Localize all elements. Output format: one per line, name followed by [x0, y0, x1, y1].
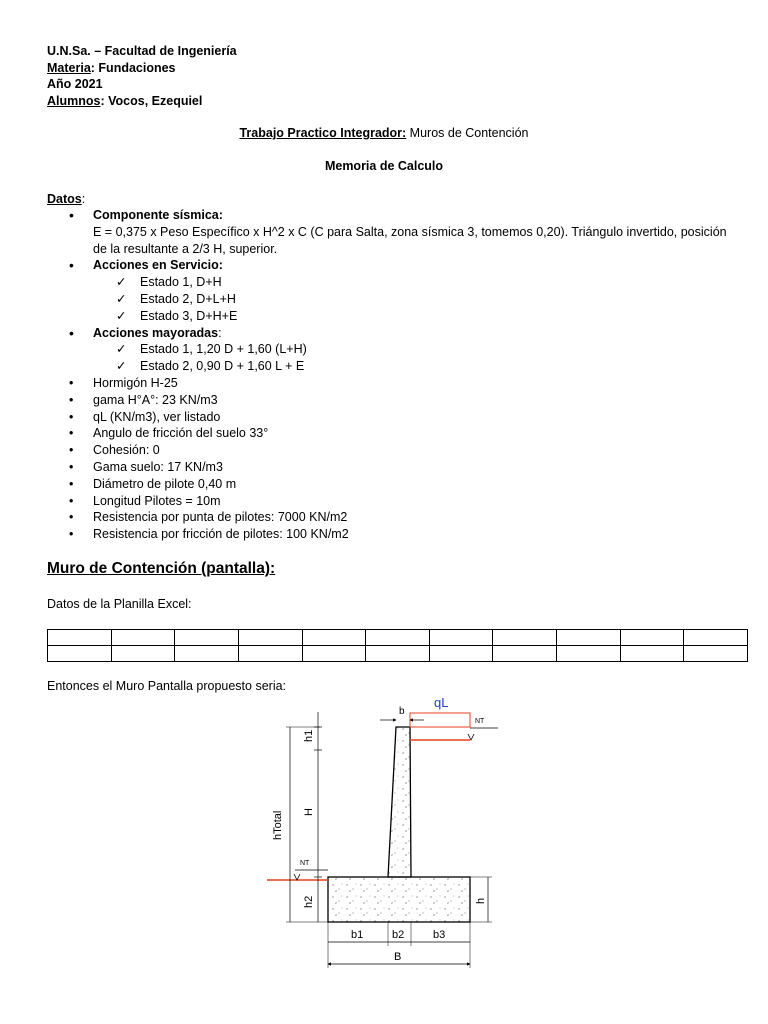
list-item-title: Componente sísmica: [93, 208, 223, 222]
nt-right-label: NT [475, 718, 485, 725]
bullet-icon: • [69, 324, 74, 341]
sublist-item [93, 308, 727, 325]
table-cell [684, 646, 748, 662]
bullet-icon: • [69, 476, 74, 491]
bullet-icon: • [69, 426, 74, 441]
alumnos-label: Alumnos [47, 94, 101, 108]
table-cell [238, 646, 302, 662]
table-cell [238, 630, 302, 646]
alumnos-line [47, 93, 202, 110]
sublist [93, 341, 727, 375]
title-value: Muros de Contención [406, 126, 529, 140]
datos-heading [47, 191, 85, 208]
B-label: B [394, 951, 402, 963]
table-cell [366, 630, 430, 646]
list-item [47, 207, 727, 257]
bullet-icon: • [69, 392, 74, 407]
list-item-title: Acciones en Servicio: [93, 258, 223, 273]
bullet-icon: • [69, 527, 74, 542]
bullet-icon: • [69, 409, 74, 424]
sublist-item-text: Estado 2, D+L+H [140, 291, 236, 306]
b1-label: b1 [351, 929, 364, 941]
list-item [47, 442, 727, 459]
list-item [47, 459, 727, 476]
table-cell [111, 630, 175, 646]
list-item-text: E = 0,375 x Peso Específico x H^2 x C (C para Salta, zona sísmica 3, tomemos 0,20). Triángulo invertido, posición de la resultante a 2/3 H, superior. [93, 224, 727, 256]
proposal-text: Entonces el Muro Pantalla propuesto seria: [47, 679, 287, 693]
bullet-icon: • [69, 510, 74, 525]
sublist-item [93, 358, 727, 375]
table-cell [493, 630, 557, 646]
list-item [47, 476, 727, 493]
nt-left-icon [294, 874, 300, 880]
table-cell [111, 646, 175, 662]
sublist-item-text: Estado 3, D+H+E [140, 308, 238, 323]
table-cell [48, 630, 112, 646]
title-label: Trabajo Practico Integrador: [239, 126, 407, 140]
list-item [47, 392, 727, 409]
checkmark-icon: ✓ [116, 308, 127, 323]
checkmark-icon: ✓ [116, 275, 127, 290]
list-item [47, 325, 727, 375]
h2-label: h2 [303, 895, 315, 908]
datos-list [47, 207, 727, 543]
table-row [48, 630, 748, 646]
list-item-text: Longitud Pilotes = 10m [93, 493, 221, 508]
sublist [93, 274, 727, 324]
materia-value: : Fundaciones [90, 61, 176, 75]
table-cell [620, 646, 684, 662]
table-cell [48, 646, 112, 662]
sublist-item-text: Estado 2, 0,90 D + 1,60 L + E [140, 359, 305, 374]
section-heading: Muro de Contención (pantalla): [47, 560, 276, 577]
sublist-item-text: Estado 1, D+H [140, 275, 222, 290]
h1-label: h1 [303, 729, 315, 742]
list-item [47, 409, 727, 426]
list-item-text: Resistencia por fricción de pilotes: 100 KN/m2 [93, 527, 349, 542]
table-cell [175, 646, 239, 662]
b2-label: b2 [392, 929, 405, 941]
checkmark-icon: ✓ [116, 359, 127, 374]
materia-label: Materia [47, 61, 91, 75]
ql-label: qL [434, 695, 449, 710]
bullet-icon: • [69, 257, 74, 274]
wall-stem [388, 727, 411, 877]
list-item-text: Hormigón H-25 [93, 375, 178, 390]
table-row [48, 646, 748, 662]
list-item-text: Cohesión: 0 [93, 443, 160, 458]
b-label: b [399, 706, 405, 717]
document-title [0, 125, 768, 142]
retaining-wall-diagram [260, 690, 510, 970]
list-item-text: Gama suelo: 17 KN/m3 [93, 459, 223, 474]
table-cell [684, 630, 748, 646]
wall-footing [328, 877, 470, 922]
htotal-label: hTotal [272, 810, 284, 840]
bullet-icon: • [69, 493, 74, 508]
table-cell [302, 646, 366, 662]
datos-colon: : [81, 192, 86, 206]
list-item [47, 425, 727, 442]
table-cell [429, 646, 493, 662]
list-item [47, 375, 727, 392]
table-cell [620, 630, 684, 646]
document-subtitle: Memoria de Calculo [324, 159, 444, 173]
table-cell [302, 630, 366, 646]
sublist-item [93, 274, 727, 291]
table-cell [557, 630, 621, 646]
checkmark-icon: ✓ [116, 291, 127, 306]
sublist-item [93, 291, 727, 308]
list-item [47, 509, 727, 526]
list-item [47, 257, 727, 324]
excel-data-table [47, 629, 748, 662]
table-cell [175, 630, 239, 646]
list-item-text: qL (KN/m3), ver listado [93, 409, 221, 424]
alumnos-value: : Vocos, Ezequiel [100, 94, 203, 108]
b3-label: b3 [433, 929, 446, 941]
list-item-text: gama H°A°: 23 KN/m3 [93, 392, 218, 407]
bullet-icon: • [69, 459, 74, 474]
excel-data-text: Datos de la Planilla Excel: [47, 597, 192, 611]
list-item [47, 526, 727, 543]
table-cell [493, 646, 557, 662]
bullet-icon: • [69, 375, 74, 390]
bullet-icon: • [69, 443, 74, 458]
year-line: Año 2021 [47, 77, 103, 91]
sublist-item [93, 341, 727, 358]
list-item-title: Acciones mayoradas [93, 325, 219, 340]
datos-label: Datos [47, 192, 82, 206]
materia-line [47, 60, 176, 77]
table-cell [557, 646, 621, 662]
list-item-text: Angulo de fricción del suelo 33° [93, 426, 269, 441]
list-item-text: Diámetro de pilote 0,40 m [93, 476, 237, 491]
checkmark-icon: ✓ [116, 342, 127, 357]
list-item-text: Resistencia por punta de pilotes: 7000 KN/m2 [93, 510, 348, 525]
h-label: h [475, 897, 487, 904]
bullet-icon: • [69, 207, 74, 223]
list-item [47, 493, 727, 510]
institution-line: U.N.Sa. – Facultad de Ingeniería [47, 44, 237, 58]
list-item-title-tail: : [218, 325, 222, 340]
table-cell [366, 646, 430, 662]
sublist-item-text: Estado 1, 1,20 D + 1,60 (L+H) [140, 342, 307, 357]
H-label: H [303, 808, 315, 816]
table-cell [429, 630, 493, 646]
nt-left-label: NT [300, 860, 310, 867]
nt-right-icon [468, 734, 474, 740]
